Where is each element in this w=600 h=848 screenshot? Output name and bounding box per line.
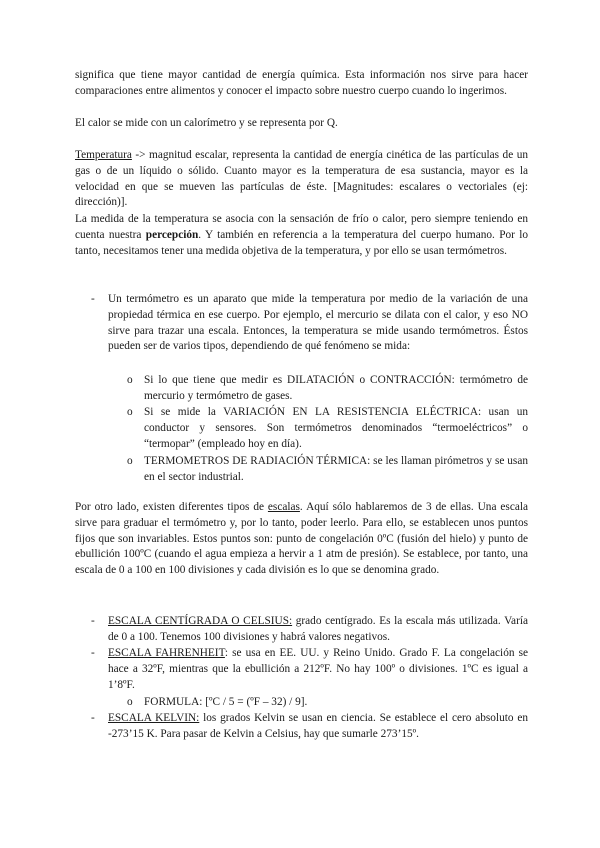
circle-bullet-marker: o	[127, 374, 133, 386]
escala-celsius-item: ESCALA CENTÍGRADA O CELSIUS: grado centígrado. Es la escala más utilizada. Varía de 0 a 100. Tenemos 100 divisiones y habrá valores negativos.	[108, 615, 528, 643]
escala-celsius-title: ESCALA CENTÍGRADA O CELSIUS:	[108, 615, 293, 627]
termometro-subitem-1: Si lo que tiene que medir es DILATACIÓN o CONTRACCIÓN: termómetro de mercurio y termómetro de gases.	[144, 374, 528, 402]
temperatura-definition: Temperatura -> magnitud escalar, representa la cantidad de energía cinética de las partículas de un gas o de un líquido o sólido. Cuanto mayor es la temperatura de esa sustancia, mayor es la velocidad en que se mueven las partículas de éste. [Magnitudes: escalares o vectoriales (ej: dirección)].	[75, 149, 528, 209]
temperatura-term: Temperatura	[75, 149, 132, 161]
dash-bullet-marker: -	[91, 615, 95, 627]
escala-fahrenheit-item: ESCALA FAHRENHEIT: se usa en EE. UU. y Reino Unido. Grado F. La congelación se hace a 32ºF, mientras que la ebullición a 212ºF. No hay 100º o divisiones. 1ºC es igual a 1’8ºF.	[108, 647, 528, 691]
circle-bullet-marker: o	[127, 696, 133, 708]
circle-bullet-marker: o	[127, 406, 133, 418]
escala-fahrenheit-title: ESCALA FAHRENHEIT	[108, 647, 225, 659]
escalas-term: escalas	[267, 501, 300, 513]
medida-paragraph: La medida de la temperatura se asocia con la sensación de frío o calor, pero siempre teniendo en cuenta nuestra percepción. Y también en referencia a la temperatura del cuerpo humano. Por lo tanto, necesitamos tener una medida objetiva de la temperatura, y por ello se usan termómetros.	[75, 213, 529, 257]
termometro-subitem-3: TERMOMETROS DE RADIACIÓN TÉRMICA: se les llaman pirómetros y se usan en el sector industrial.	[144, 455, 528, 483]
dash-bullet-marker: -	[91, 647, 95, 659]
dash-bullet-marker: -	[91, 712, 95, 724]
escala-kelvin-item: ESCALA KELVIN: los grados Kelvin se usan en ciencia. Se establece el cero absoluto en -273’15 K. Para pasar de Kelvin a Celsius, hay que sumarle 273’15º.	[108, 712, 529, 740]
intro-paragraph: significa que tiene mayor cantidad de energía química. Esta información nos sirve para hacer comparaciones entre alimentos y conocer el impacto sobre nuestro cuerpo cuando lo ingerimos.	[75, 69, 528, 97]
calor-paragraph: El calor se mide con un calorímetro y se representa por Q.	[75, 117, 338, 129]
escala-kelvin-title: ESCALA KELVIN:	[108, 712, 200, 724]
percepcion-bold: percepción	[145, 228, 199, 241]
termometro-subitem-2: Si se mide la VARIACIÓN EN LA RESISTENCIA ELÉCTRICA: usan un conductor y sensores. Son termómetros denominados “termoeléctricos” o “termopar” (empleado hoy en día).	[144, 406, 528, 450]
escalas-paragraph: Por otro lado, existen diferentes tipos de escalas. Aquí sólo hablaremos de 3 de ellas. Una escala sirve para graduar el termómetro y, por lo tanto, poder leerlo. Para ello, se establecen unos puntos fijos que son invariables. Estos puntos son: punto de congelación 0ºC (fusión del hielo) y punto de ebullición 100ºC (cuando el agua empieza a hervir a 1 atm de presión). Se establece, por tanto, una escala de 0 a 100 en 100 divisiones y cada división es lo que se denomina grado.	[75, 501, 528, 577]
dash-bullet-marker: -	[91, 293, 95, 305]
formula-item: FORMULA: [ºC / 5 = (ºF – 32) / 9].	[144, 696, 308, 708]
circle-bullet-marker: o	[127, 455, 133, 467]
termometro-list-item: Un termómetro es un aparato que mide la temperatura por medio de la variación de una propiedad térmica en ese cuerpo. Por ejemplo, el mercurio se dilata con el calor, y eso NO sirve para trazar una escala. Entonces, la temperatura se mide usando termómetros. Éstos pueden ser de varios tipos, dependiendo de qué fenómeno se mida:	[108, 293, 528, 353]
